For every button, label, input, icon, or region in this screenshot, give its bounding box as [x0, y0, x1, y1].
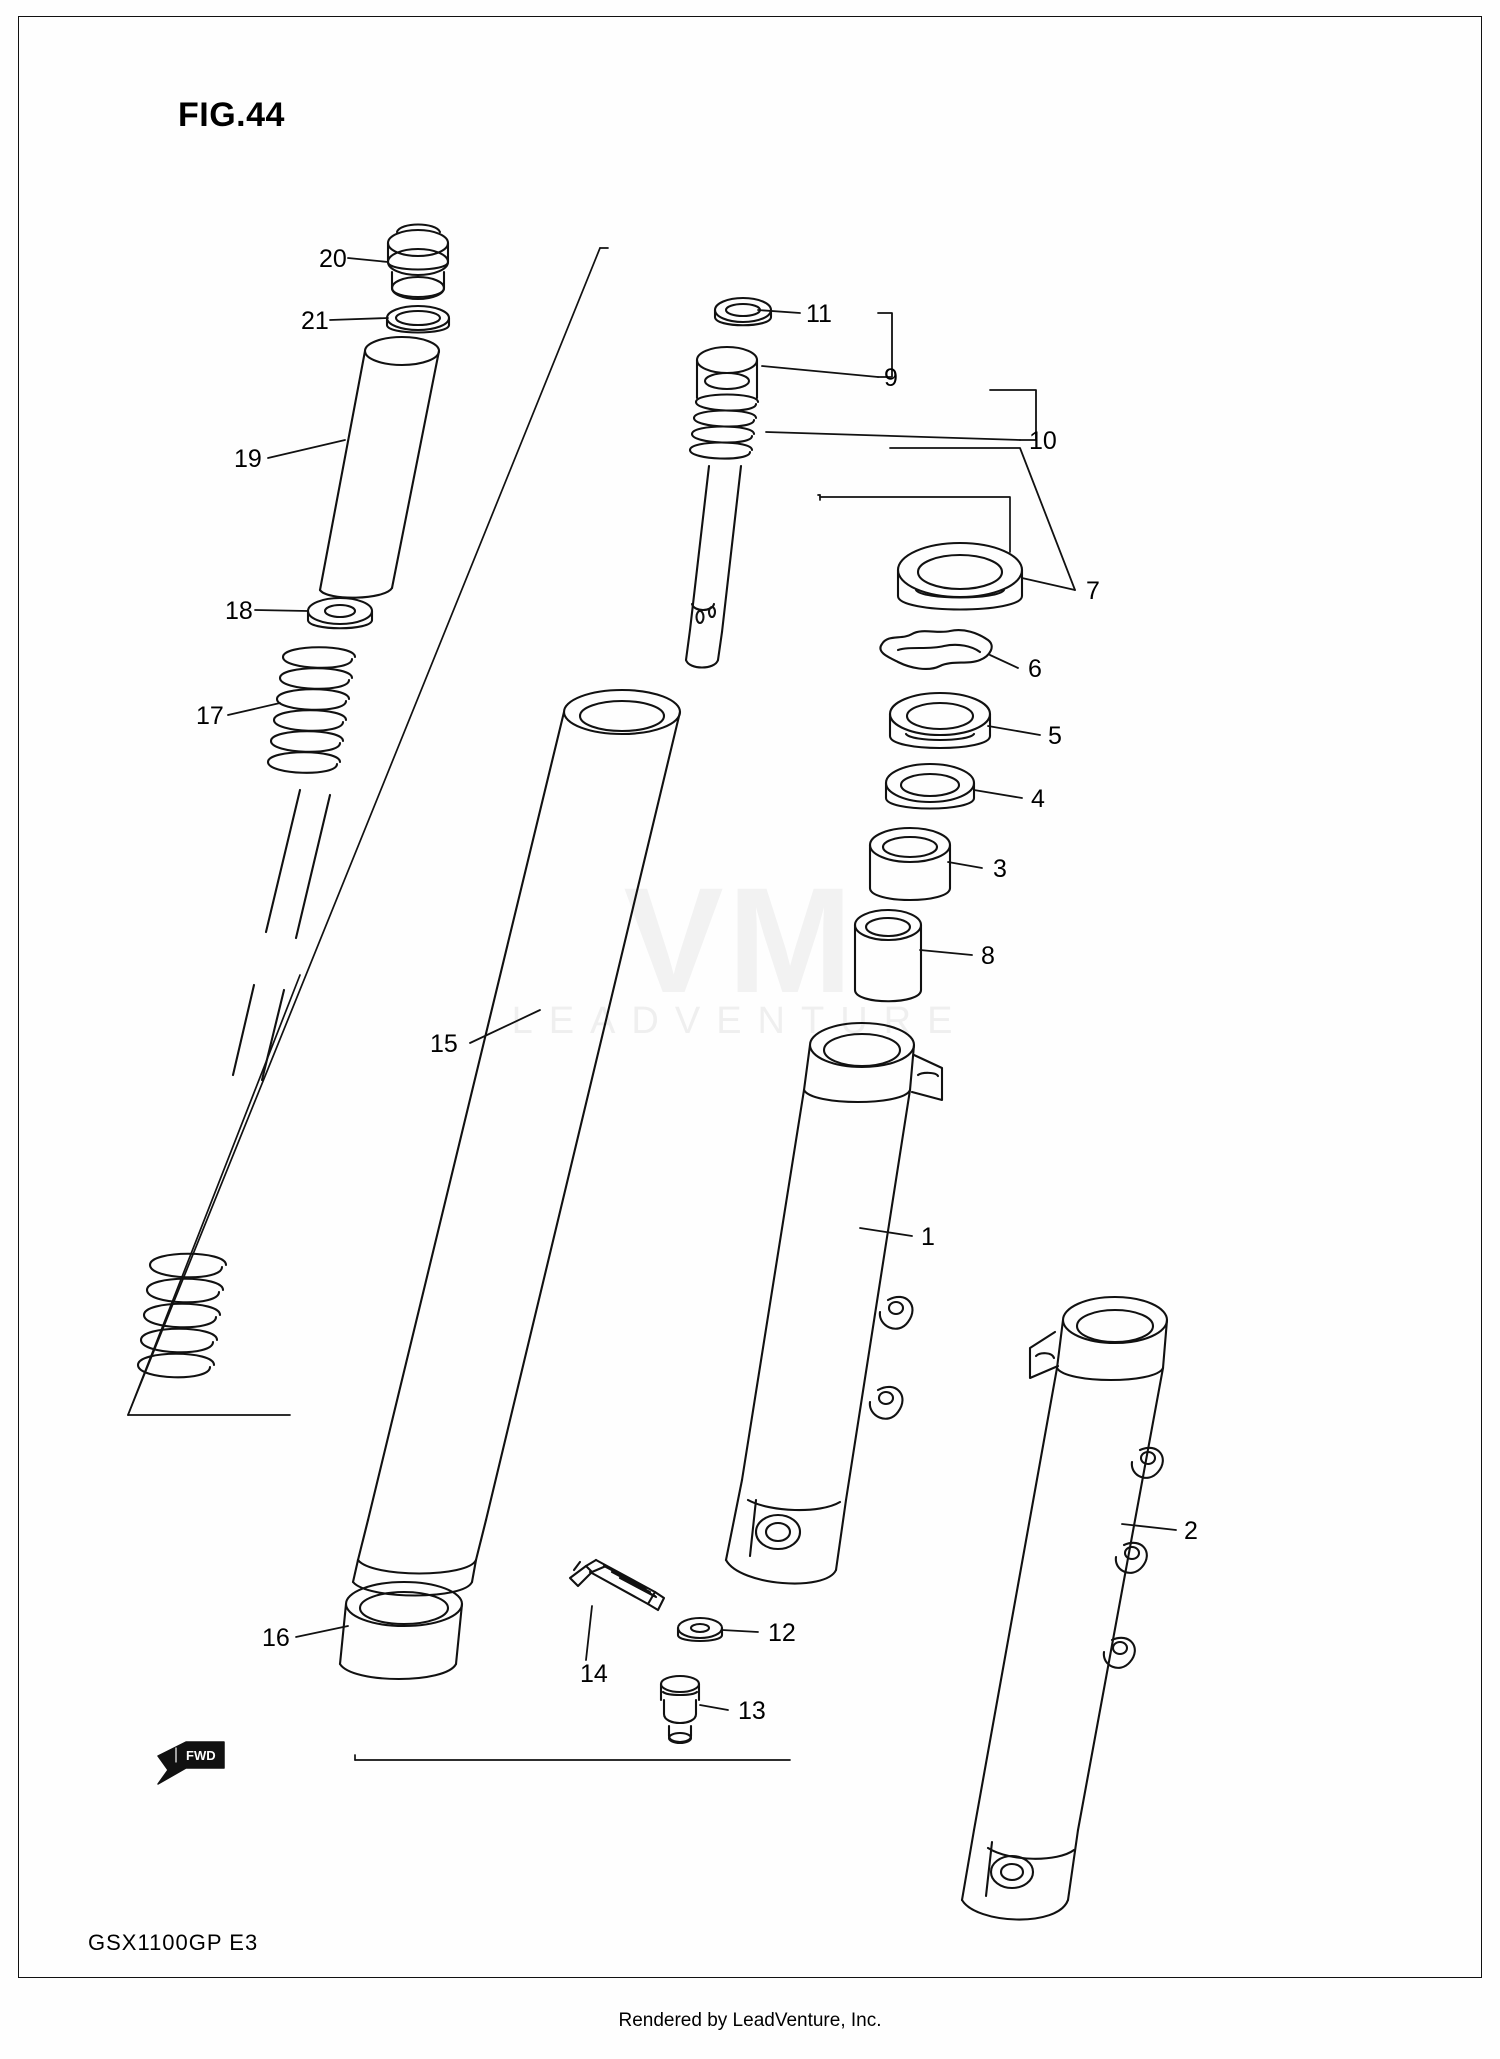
part-1-outer-tube [726, 1023, 942, 1583]
part-16-dust-seal [340, 1582, 462, 1679]
part-18-washer [308, 598, 372, 628]
callout-14: 14 [580, 1660, 608, 1688]
part-15-inner-tube [353, 690, 680, 1596]
callout-2: 2 [1184, 1517, 1198, 1545]
callout-19: 19 [234, 445, 262, 473]
callout-20: 20 [319, 245, 347, 273]
part-8-bush [855, 910, 921, 1001]
part-20-cap-bolt [388, 225, 448, 300]
part-10-rings [690, 395, 758, 459]
part-17-spring-upper [268, 647, 355, 773]
part-9-piston [697, 347, 757, 398]
model-code-label: GSX1100GP E3 [88, 1930, 259, 1955]
figure-title: FIG.44 [178, 96, 285, 134]
callout-21: 21 [301, 307, 329, 335]
watermark-logo: VM [623, 856, 857, 1024]
callout-5: 5 [1048, 722, 1062, 750]
callout-13: 13 [738, 1697, 766, 1725]
callout-3: 3 [993, 855, 1007, 883]
callout-9: 9 [884, 364, 898, 392]
part-12-washer [678, 1618, 722, 1641]
callout-7: 7 [1086, 577, 1100, 605]
part-14-bolt [570, 1560, 664, 1610]
callout-1: 1 [921, 1223, 935, 1251]
part-21-o-ring [387, 306, 449, 333]
callout-12: 12 [768, 1619, 796, 1647]
fwd-label: FWD [186, 1748, 216, 1763]
callout-18: 18 [225, 597, 253, 625]
part-2-outer-tube [962, 1297, 1167, 1920]
callout-8: 8 [981, 942, 995, 970]
part-7-oil-seal [898, 543, 1022, 610]
part-5-guide [890, 693, 990, 748]
callout-16: 16 [262, 1624, 290, 1652]
part-3-slide-bush [870, 828, 950, 900]
group-bracket-center [355, 495, 820, 1760]
part-19-spacer [320, 337, 439, 598]
callout-11: 11 [806, 300, 832, 328]
damper-rod [686, 466, 741, 668]
callout-10: 10 [1029, 427, 1057, 455]
part-6-retaining-ring [880, 630, 991, 669]
callout-4: 4 [1031, 785, 1045, 813]
callout-15: 15 [430, 1030, 458, 1058]
callout-17: 17 [196, 702, 224, 730]
part-11-ring [715, 298, 771, 325]
callout-6: 6 [1028, 655, 1042, 683]
watermark-text: LEADVENTURE [511, 1000, 969, 1042]
part-4-ring [886, 764, 974, 809]
part-13-drain-bolt [661, 1676, 699, 1743]
render-credit: Rendered by LeadVenture, Inc. [618, 2010, 882, 2031]
